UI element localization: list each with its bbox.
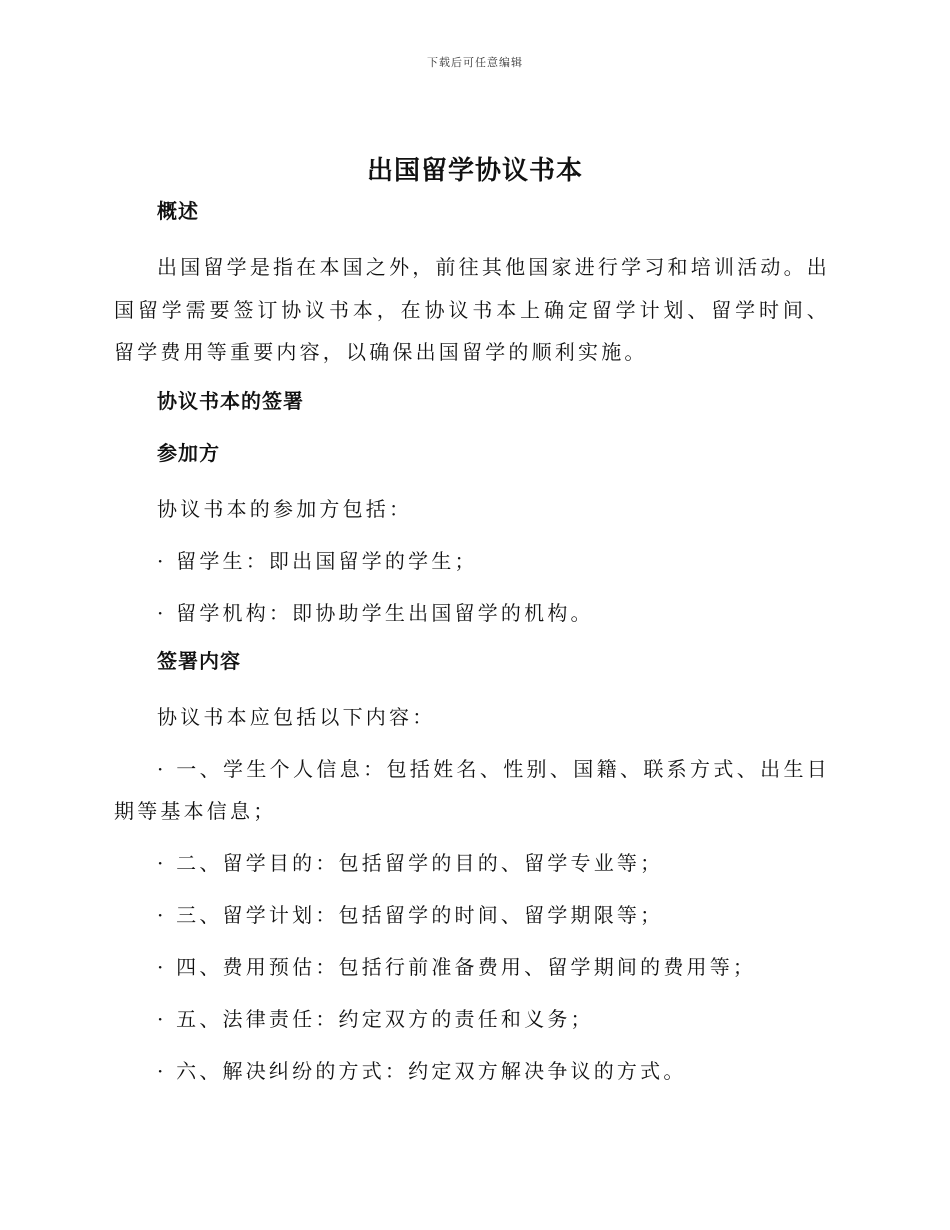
section-heading-parties: 参加方	[157, 440, 220, 465]
overview-paragraph: 出国留学是指在本国之外，前往其他国家进行学习和培训活动。出国留学需要签订协议书本，在协议书本上确定留学计划、留学时间、留学费用等重要内容，以确保出国留学的顺利实施。	[114, 255, 830, 364]
section-heading-contents: 签署内容	[157, 648, 241, 673]
header-note: 下载后可任意编辑	[427, 56, 523, 69]
section-heading-overview: 概述	[157, 199, 199, 223]
list-item-legal-liability: · 五、法律责任：约定双方的责任和义务；	[157, 1007, 594, 1031]
list-item-dispute-resolution: · 六、解决纠纷的方式：约定双方解决争议的方式。	[157, 1059, 687, 1083]
list-item-cost-estimate: · 四、费用预估：包括行前准备费用、留学期间的费用等；	[157, 955, 757, 979]
section-heading-signing: 协议书本的签署	[157, 388, 304, 413]
document-body	[114, 194, 830, 1102]
list-item-party-agency: · 留学机构：即协助学生出国留学的机构。	[157, 600, 594, 625]
list-item-plan: · 三、留学计划：包括留学的时间、留学期限等；	[157, 903, 664, 927]
parties-intro: 协议书本的参加方包括：	[157, 496, 413, 521]
list-item-party-student: · 留学生：即出国留学的学生；	[157, 548, 478, 573]
document-title: 出国留学协议书本	[366, 156, 583, 186]
contents-intro: 协议书本应包括以下内容：	[157, 704, 436, 729]
list-item-purpose: · 二、留学目的：包括留学的目的、留学专业等；	[157, 851, 664, 875]
list-item-personal-info: · 一、学生个人信息：包括姓名、性别、国籍、联系方式、出生日期等基本信息；	[114, 756, 830, 823]
